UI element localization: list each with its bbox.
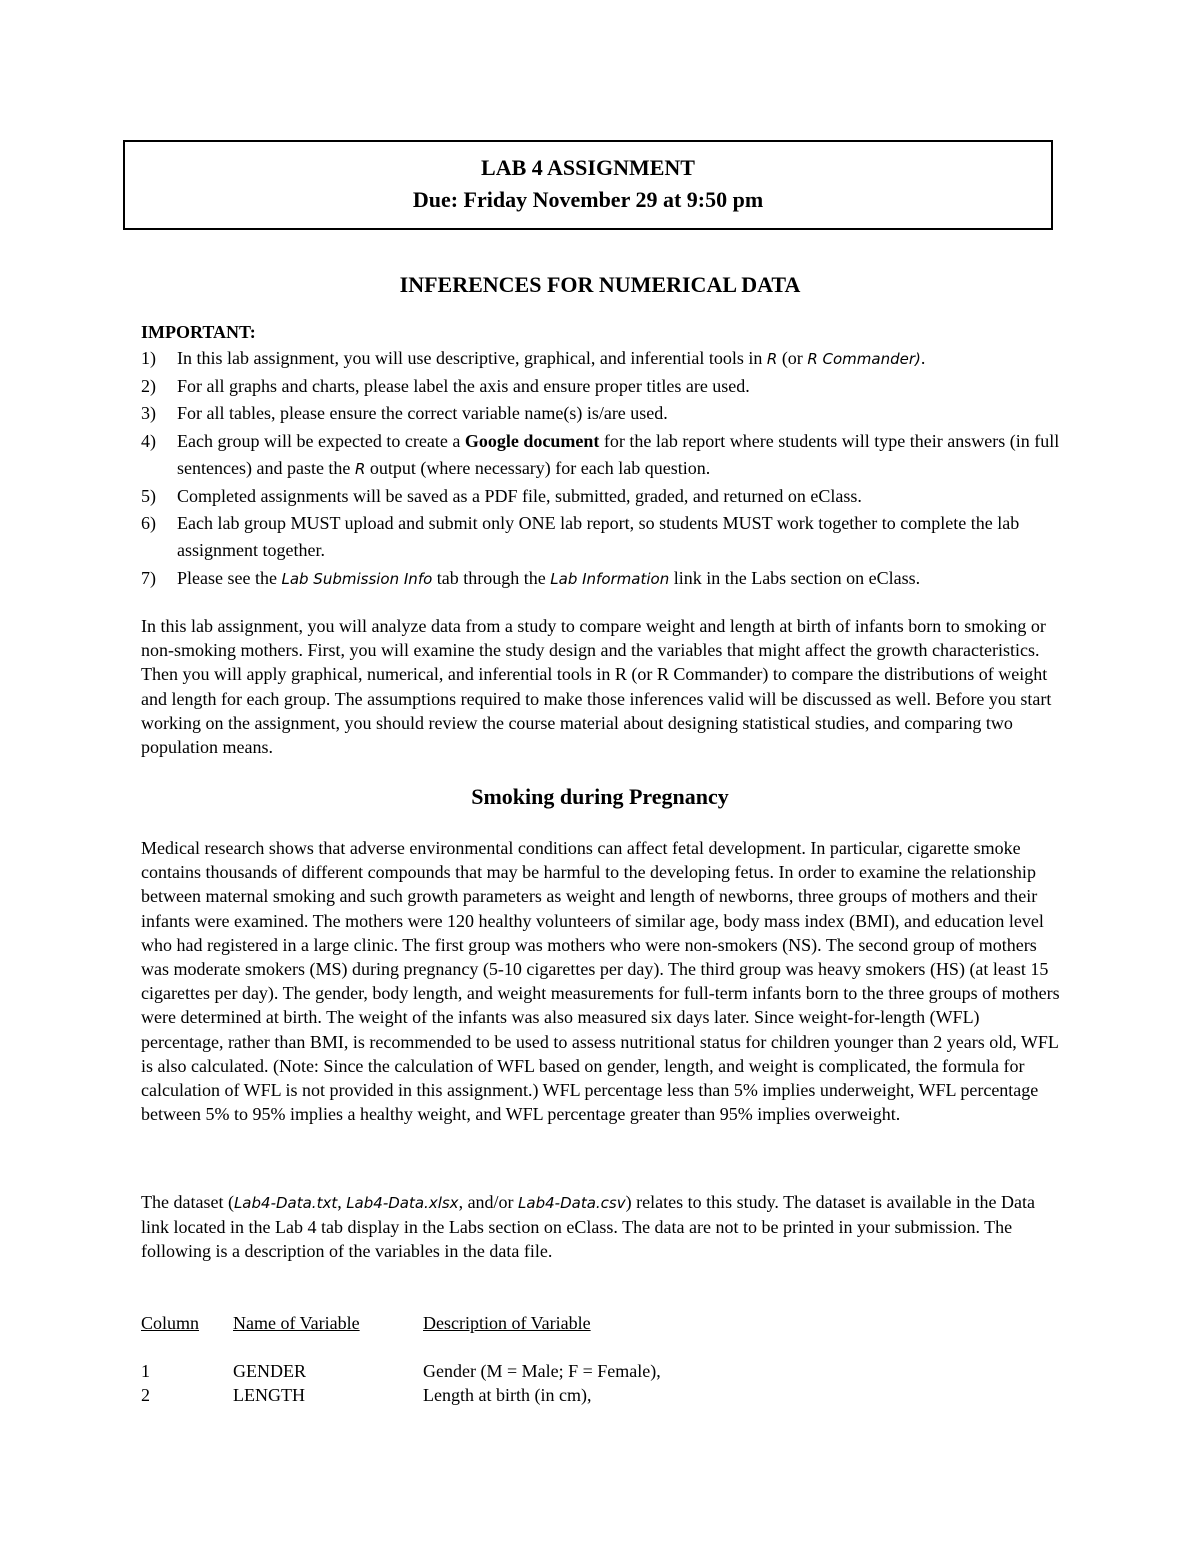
due-date: Due: Friday November 29 at 9:50 pm [412,187,764,212]
section-heading-smoking: Smoking during Pregnancy [471,784,729,809]
dataset-file-txt: Lab4-Data.txt [233,1194,338,1212]
section-heading-inferences: INFERENCES FOR NUMERICAL DATA [399,272,801,297]
intro-paragraph: In this lab assignment, you will analyze data from a study to compare weight and length at birth of infants born to smoking or non-smoking mothers. First, you will examine the study design and the variables that might affect the growth characteristics. Then you will apply graphical, numerical, and inferential tools in R (or R Commander) to compare the distributions of weight and length for each group. The assumptions required to make those inferences valid will be discussed as well. Before you start working on the assignment, you should review the course material about designing statistical studies, and comparing two population means. [141,616,1052,758]
header-column: Column [141,1313,200,1333]
dataset-file-xlsx: Lab4-Data.xlsx [346,1194,459,1212]
document-page: LAB 4 ASSIGNMENT Due: Friday November 29 at 9:50 pm INFERENCES FOR NUMERICAL DATA IMPORTANT: 1) In this lab assignment, you will use descriptive, graphical, and inferential tools in R (or R Commander). 2) For all graphs and charts, please label the axis and ensure proper titles are used. 3) For all tables, please ensure the correct variable name(s) is/are used. 4) Each group will be expected to create a Google document for the lab report where students will type their answers (in full sentences) and paste the R output (where necessary) for each lab question. 5) Completed assignments will be saved as a PDF file, submitted, graded, and returned on eClass. 6) Each lab group MUST upload and submit only ONE lab report, so students MUST work together to complete the lab assignment together. 7) Please see the Lab Submission Info tab through the Lab Information link in the Labs section on eClass. In this lab assignment, you will analyze data from a study to compare weight and length at birth of infants born to smoking or non-smoking mothers. First, you will examine the study design and the variables that might affect the growth characteristics. Then you will apply graphical, numerical, and inferential tools in R (or R Commander) to compare the distributions of weight and length for each group. The assumptions required to make those inferences valid will be discussed as well. Before you start working on the assignment, you should review the course material about designing statistical studies, and comparing two population means. Smoking during Pregnancy Medical research shows that adverse environmental conditions can affect fetal development. In particular, cigarette smoke contains thousands of different compounds that may be harmful to the developing fetus. In order to examine the relationship between maternal smoking and such growth parameters as weight and length of newborns, three groups of mothers and their infants were examined. The mothers were 120 healthy volunteers of similar age, body mass index (BMI), and education level who had registered in a large clinic. The first group was mothers who were non-smokers (NS). The second group of mothers was moderate smokers (MS) during pregnancy (5-10 cigarettes per day). The third group was heavy smokers (HS) (at least 15 cigarettes per day). The gender, body length, and weight measurements for full-term infants born to the three groups of mothers were determined at birth. The weight of the infants was also measured six days later. Since weight-for-length (WFL) percentage, rather than BMI, is recommended to be used to assess nutritional status for children younger than 2 years old, WFL is also calculated. (Note: Since the calculation of WFL based on gender, length, and weight is complicated, the formula for calculation of WFL is not provided in this assignment.) WFL percentage less than 5% implies underweight, WFL percentage between 5% to 95% implies a healthy weight, and WFL percentage greater than 95% implies overweight. The dataset (Lab4-Data.txt, Lab4-Data.xlsx, and/or Lab4-Data.csv) relates to this study. The dataset is available in the Data link located in the Lab 4 tab display in the Labs section on eClass. The data are not to be printed in your submission. The following is a description of the variables in the data file. Column Name of Variable Description of Variable 1 GENDER Gender (M = Male; F = Female), 2 LENGTH Length at birth (in cm), [0,0,1200,1553]
dataset-file-csv: Lab4-Data.csv [518,1194,626,1212]
list-item: 2) For all graphs and charts, please label the axis and ensure proper titles are used. [141,376,750,397]
important-list [141,345,1061,593]
dataset-paragraph: The dataset (Lab4-Data.txt, Lab4-Data.xlsx, and/or Lab4-Data.csv) relates to this study. The dataset is available in the Data link located in the Lab 4 tab display in the Labs section on eClass. The data are not to be printed in your submission. The following is a description of the variables in the data file. [141,1192,1035,1262]
list-item: 4) Each group will be expected to create a Google document for the lab report where students will type their answers (in full sentences) and paste the R output (where necessary) for each lab question. [141,430,1060,478]
smoking-paragraph: Medical research shows that adverse environmental conditions can affect fetal development. In particular, cigarette smoke contains thousands of different compounds that may be harmful to the developing fetus. In order to examine the relationship between maternal smoking and such growth parameters as weight and length of newborns, three groups of mothers and their infants were examined. The mothers were 120 healthy volunteers of similar age, body mass index (BMI), and education level who had registered in a large clinic. The first group was mothers who were non-smokers (NS). The second group of mothers was moderate smokers (MS) during pregnancy (5-10 cigarettes per day). The third group was heavy smokers (HS) (at least 15 cigarettes per day). The gender, body length, and weight measurements for full-term infants born to the three groups of mothers were determined at birth. The weight of the infants was also measured six days later. Since weight-for-length (WFL) percentage, rather than BMI, is recommended to be used to assess nutritional status for children younger than 2 years old, WFL is also calculated. (Note: Since the calculation of WFL based on gender, length, and weight is complicated, the formula for calculation of WFL is not provided in this assignment.) WFL percentage less than 5% implies underweight, WFL percentage between 5% to 95% implies a healthy weight, and WFL percentage greater than 95% implies overweight. [141,838,1060,1125]
header-name: Name of Variable [233,1313,360,1333]
title-box [123,140,1053,230]
important-label: IMPORTANT: [141,322,256,342]
list-item: 7) Please see the Lab Submission Info tab through the Lab Information link in the Labs section on eClass. [141,567,921,588]
list-item: 1) In this lab assignment, you will use descriptive, graphical, and inferential tools in R (or R Commander). [141,348,926,368]
list-item: 6) Each lab group MUST upload and submit only ONE lab report, so students MUST work together to complete the lab assignment together. [141,513,1020,561]
header-description: Description of Variable [423,1313,591,1333]
assignment-title: LAB 4 ASSIGNMENT [481,155,695,180]
list-item: 5) Completed assignments will be saved as a PDF file, submitted, graded, and returned on eClass. [141,486,862,507]
list-item: 3) For all tables, please ensure the correct variable name(s) is/are used. [141,403,668,424]
